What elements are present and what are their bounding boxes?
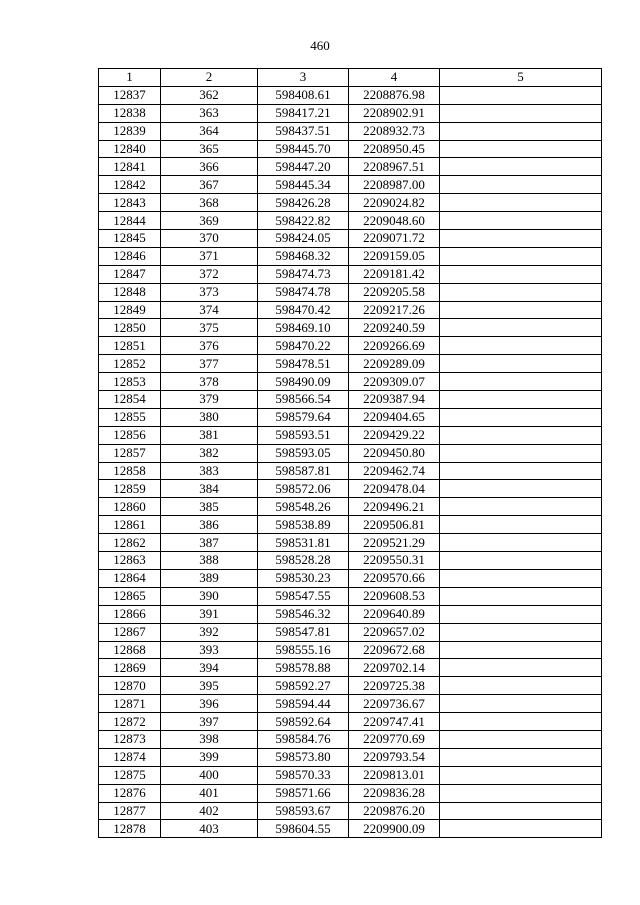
table-cell-col-2: 393 [161,641,258,659]
table-cell-col-2: 379 [161,391,258,409]
table-cell-col-5 [440,641,602,659]
table-cell-col-3: 598584.76 [258,730,349,748]
table-cell-col-3: 598531.81 [258,534,349,552]
table-cell-col-3: 598538.89 [258,516,349,534]
table-cell-col-4: 2209657.02 [349,623,440,641]
table-cell-col-4: 2209496.21 [349,498,440,516]
table-row [99,265,602,283]
table-row [99,569,602,587]
table-cell-col-3: 598547.55 [258,587,349,605]
table-cell-col-4: 2208987.00 [349,176,440,194]
table-cell-col-4: 2209478.04 [349,480,440,498]
table-cell-col-4: 2209672.68 [349,641,440,659]
table-cell-col-3: 598594.44 [258,695,349,713]
table-row [99,194,602,212]
table-cell-col-2: 383 [161,462,258,480]
table-cell-col-3: 598408.61 [258,86,349,104]
table-cell-col-3: 598548.26 [258,498,349,516]
table-row [99,605,602,623]
table-cell-col-1: 12842 [99,176,161,194]
table-cell-col-5 [440,319,602,337]
table-cell-col-5 [440,713,602,731]
table-cell-col-3: 598422.82 [258,212,349,230]
table-cell-col-3: 598474.73 [258,265,349,283]
table-cell-col-1: 12861 [99,516,161,534]
table-cell-col-3: 598555.16 [258,641,349,659]
page-number: 460 [310,38,330,53]
table-row [99,552,602,570]
table-cell-col-5 [440,140,602,158]
table-cell-col-3: 598426.28 [258,194,349,212]
table-cell-col-1: 12870 [99,677,161,695]
table-cell-col-4: 2208876.98 [349,86,440,104]
table-cell-col-2: 378 [161,373,258,391]
table-cell-col-1: 12847 [99,265,161,283]
table-row [99,337,602,355]
table-cell-col-3: 598604.55 [258,820,349,838]
table-cell-col-5 [440,498,602,516]
table-cell-col-4: 2208932.73 [349,122,440,140]
table-cell-col-3: 598547.81 [258,623,349,641]
table-cell-col-2: 397 [161,713,258,731]
table-cell-col-3: 598424.05 [258,230,349,248]
table-cell-col-2: 374 [161,301,258,319]
table-cell-col-5 [440,230,602,248]
table-cell-col-3: 598478.51 [258,355,349,373]
table-cell-col-3: 598447.20 [258,158,349,176]
table-cell-col-3: 598593.67 [258,802,349,820]
table-cell-col-1: 12878 [99,820,161,838]
table-row [99,301,602,319]
table-cell-col-4: 2209836.28 [349,784,440,802]
table-row [99,140,602,158]
table-cell-col-2: 403 [161,820,258,838]
table-cell-col-3: 598573.80 [258,748,349,766]
table-row [99,730,602,748]
table-body [99,86,602,837]
column-header-5: 5 [440,69,602,87]
table-cell-col-4: 2209608.53 [349,587,440,605]
table-cell-col-2: 384 [161,480,258,498]
table-cell-col-4: 2209550.31 [349,552,440,570]
table-cell-col-2: 370 [161,230,258,248]
table-cell-col-4: 2209205.58 [349,283,440,301]
table-cell-col-5 [440,802,602,820]
table-cell-col-1: 12873 [99,730,161,748]
table-cell-col-5 [440,534,602,552]
table-cell-col-3: 598592.64 [258,713,349,731]
table-row [99,516,602,534]
table-cell-col-5 [440,337,602,355]
table-cell-col-3: 598587.81 [258,462,349,480]
table-row [99,462,602,480]
table-row [99,230,602,248]
table-cell-col-4: 2209736.67 [349,695,440,713]
table-cell-col-5 [440,122,602,140]
table-row [99,766,602,784]
table-cell-col-2: 387 [161,534,258,552]
table-cell-col-4: 2209181.42 [349,265,440,283]
table-row [99,355,602,373]
table-row [99,784,602,802]
table-row [99,587,602,605]
table-cell-col-5 [440,86,602,104]
table-cell-col-1: 12839 [99,122,161,140]
table-cell-col-3: 598437.51 [258,122,349,140]
table-cell-col-1: 12857 [99,444,161,462]
table-cell-col-2: 381 [161,426,258,444]
table-cell-col-4: 2209506.81 [349,516,440,534]
table-cell-col-1: 12843 [99,194,161,212]
table-cell-col-5 [440,748,602,766]
table-cell-col-4: 2209640.89 [349,605,440,623]
table-cell-col-1: 12876 [99,784,161,802]
table-cell-col-3: 598592.27 [258,677,349,695]
table-cell-col-3: 598593.05 [258,444,349,462]
table-cell-col-1: 12848 [99,283,161,301]
table-row [99,748,602,766]
table-cell-col-4: 2209071.72 [349,230,440,248]
table-cell-col-1: 12855 [99,408,161,426]
table-cell-col-4: 2209240.59 [349,319,440,337]
table-cell-col-1: 12874 [99,748,161,766]
table-cell-col-4: 2209725.38 [349,677,440,695]
table-cell-col-2: 377 [161,355,258,373]
table-cell-col-2: 371 [161,247,258,265]
table-cell-col-4: 2209702.14 [349,659,440,677]
table-cell-col-1: 12858 [99,462,161,480]
table-cell-col-4: 2209289.09 [349,355,440,373]
table-cell-col-5 [440,766,602,784]
table-row [99,247,602,265]
table-cell-col-4: 2209159.05 [349,247,440,265]
table-cell-col-3: 598571.66 [258,784,349,802]
table-row [99,677,602,695]
table-row [99,802,602,820]
table-row [99,373,602,391]
table-row [99,713,602,731]
table-cell-col-5 [440,552,602,570]
table-cell-col-5 [440,301,602,319]
table-cell-col-2: 363 [161,104,258,122]
table-cell-col-2: 390 [161,587,258,605]
table-cell-col-5 [440,784,602,802]
table-cell-col-3: 598579.64 [258,408,349,426]
table-cell-col-5 [440,820,602,838]
table-cell-col-4: 2209521.29 [349,534,440,552]
table-cell-col-2: 395 [161,677,258,695]
table-cell-col-1: 12872 [99,713,161,731]
table-cell-col-2: 375 [161,319,258,337]
table-cell-col-2: 399 [161,748,258,766]
table-cell-col-5 [440,283,602,301]
table-cell-col-5 [440,516,602,534]
table-cell-col-5 [440,408,602,426]
table-cell-col-2: 380 [161,408,258,426]
table-row [99,283,602,301]
table-cell-col-5 [440,677,602,695]
table-cell-col-5 [440,462,602,480]
table-cell-col-1: 12846 [99,247,161,265]
table-cell-col-1: 12866 [99,605,161,623]
table-cell-col-5 [440,695,602,713]
table-cell-col-1: 12854 [99,391,161,409]
table-row [99,122,602,140]
table-cell-col-4: 2209309.07 [349,373,440,391]
table-cell-col-4: 2208967.51 [349,158,440,176]
table-cell-col-2: 382 [161,444,258,462]
table-cell-col-5 [440,373,602,391]
table-row [99,86,602,104]
table-cell-col-2: 366 [161,158,258,176]
table-cell-col-4: 2209793.54 [349,748,440,766]
table-header [99,69,602,87]
table-cell-col-1: 12837 [99,86,161,104]
table-cell-col-2: 386 [161,516,258,534]
table-row [99,623,602,641]
table-cell-col-5 [440,444,602,462]
table-cell-col-1: 12865 [99,587,161,605]
table-cell-col-2: 364 [161,122,258,140]
table-cell-col-5 [440,355,602,373]
table-cell-col-1: 12856 [99,426,161,444]
table-cell-col-2: 398 [161,730,258,748]
table-cell-col-2: 373 [161,283,258,301]
table-cell-col-2: 369 [161,212,258,230]
table-cell-col-3: 598490.09 [258,373,349,391]
table-cell-col-1: 12849 [99,301,161,319]
table-cell-col-3: 598417.21 [258,104,349,122]
table-cell-col-3: 598566.54 [258,391,349,409]
table-cell-col-3: 598469.10 [258,319,349,337]
table-cell-col-4: 2209450.80 [349,444,440,462]
table-row [99,695,602,713]
table-cell-col-1: 12871 [99,695,161,713]
table-cell-col-2: 396 [161,695,258,713]
table-cell-col-5 [440,623,602,641]
table-cell-col-3: 598546.32 [258,605,349,623]
table-cell-col-1: 12845 [99,230,161,248]
table-cell-col-5 [440,480,602,498]
table-cell-col-2: 402 [161,802,258,820]
table-cell-col-3: 598570.33 [258,766,349,784]
table-cell-col-5 [440,391,602,409]
table-cell-col-2: 367 [161,176,258,194]
table-cell-col-2: 385 [161,498,258,516]
table-cell-col-1: 12853 [99,373,161,391]
table-cell-col-1: 12862 [99,534,161,552]
table-cell-col-5 [440,265,602,283]
table-cell-col-4: 2209217.26 [349,301,440,319]
table-cell-col-3: 598445.70 [258,140,349,158]
table-cell-col-3: 598445.34 [258,176,349,194]
table-cell-col-1: 12838 [99,104,161,122]
table-cell-col-2: 400 [161,766,258,784]
table-cell-col-4: 2208902.91 [349,104,440,122]
table-cell-col-3: 598528.28 [258,552,349,570]
table-row [99,212,602,230]
table-cell-col-2: 389 [161,569,258,587]
table-cell-col-5 [440,176,602,194]
table-row [99,498,602,516]
table-cell-col-1: 12851 [99,337,161,355]
table-row [99,534,602,552]
table-row [99,391,602,409]
column-header-3: 3 [258,69,349,87]
coordinates-table [98,68,602,838]
table-row [99,480,602,498]
table-row [99,820,602,838]
table-cell-col-2: 391 [161,605,258,623]
table-cell-col-3: 598474.78 [258,283,349,301]
table-cell-col-4: 2209266.69 [349,337,440,355]
table-cell-col-1: 12844 [99,212,161,230]
column-header-1: 1 [99,69,161,87]
column-header-2: 2 [161,69,258,87]
table-cell-col-1: 12860 [99,498,161,516]
table-cell-col-5 [440,605,602,623]
table-cell-col-2: 365 [161,140,258,158]
table-row [99,319,602,337]
table-cell-col-4: 2209404.65 [349,408,440,426]
table-cell-col-2: 372 [161,265,258,283]
table-cell-col-4: 2209813.01 [349,766,440,784]
table-cell-col-1: 12841 [99,158,161,176]
table-cell-col-4: 2209024.82 [349,194,440,212]
table-cell-col-1: 12868 [99,641,161,659]
table-row [99,104,602,122]
table-cell-col-3: 598572.06 [258,480,349,498]
table-cell-col-3: 598468.32 [258,247,349,265]
table-cell-col-4: 2209387.94 [349,391,440,409]
table-cell-col-2: 401 [161,784,258,802]
table-cell-col-1: 12877 [99,802,161,820]
table-row [99,641,602,659]
table-cell-col-2: 388 [161,552,258,570]
table-cell-col-2: 376 [161,337,258,355]
table-row [99,444,602,462]
table-cell-col-1: 12867 [99,623,161,641]
table-cell-col-5 [440,158,602,176]
table-cell-col-3: 598470.22 [258,337,349,355]
table-cell-col-2: 394 [161,659,258,677]
table-cell-col-5 [440,247,602,265]
table-row [99,426,602,444]
table-cell-col-5 [440,659,602,677]
table-cell-col-1: 12850 [99,319,161,337]
table-row [99,408,602,426]
table-cell-col-1: 12869 [99,659,161,677]
table-cell-col-4: 2209876.20 [349,802,440,820]
table-cell-col-3: 598578.88 [258,659,349,677]
table-cell-col-2: 362 [161,86,258,104]
table-cell-col-1: 12864 [99,569,161,587]
table-cell-col-3: 598530.23 [258,569,349,587]
header-row [99,69,602,87]
table-cell-col-4: 2209900.09 [349,820,440,838]
table-cell-col-1: 12875 [99,766,161,784]
table-cell-col-5 [440,426,602,444]
table-cell-col-5 [440,212,602,230]
table-cell-col-1: 12840 [99,140,161,158]
table-row [99,659,602,677]
table-cell-col-4: 2209770.69 [349,730,440,748]
table-cell-col-1: 12852 [99,355,161,373]
table-cell-col-3: 598470.42 [258,301,349,319]
table-cell-col-5 [440,194,602,212]
table-cell-col-5 [440,569,602,587]
table-cell-col-4: 2209747.41 [349,713,440,731]
table-row [99,176,602,194]
table-cell-col-3: 598593.51 [258,426,349,444]
table-cell-col-2: 368 [161,194,258,212]
column-header-4: 4 [349,69,440,87]
table-cell-col-5 [440,730,602,748]
table-cell-col-5 [440,104,602,122]
table-cell-col-4: 2209429.22 [349,426,440,444]
table-cell-col-4: 2208950.45 [349,140,440,158]
table-row [99,158,602,176]
table-cell-col-1: 12859 [99,480,161,498]
table-cell-col-5 [440,587,602,605]
table-cell-col-4: 2209570.66 [349,569,440,587]
table-cell-col-4: 2209048.60 [349,212,440,230]
table-cell-col-4: 2209462.74 [349,462,440,480]
table-cell-col-1: 12863 [99,552,161,570]
table-cell-col-2: 392 [161,623,258,641]
